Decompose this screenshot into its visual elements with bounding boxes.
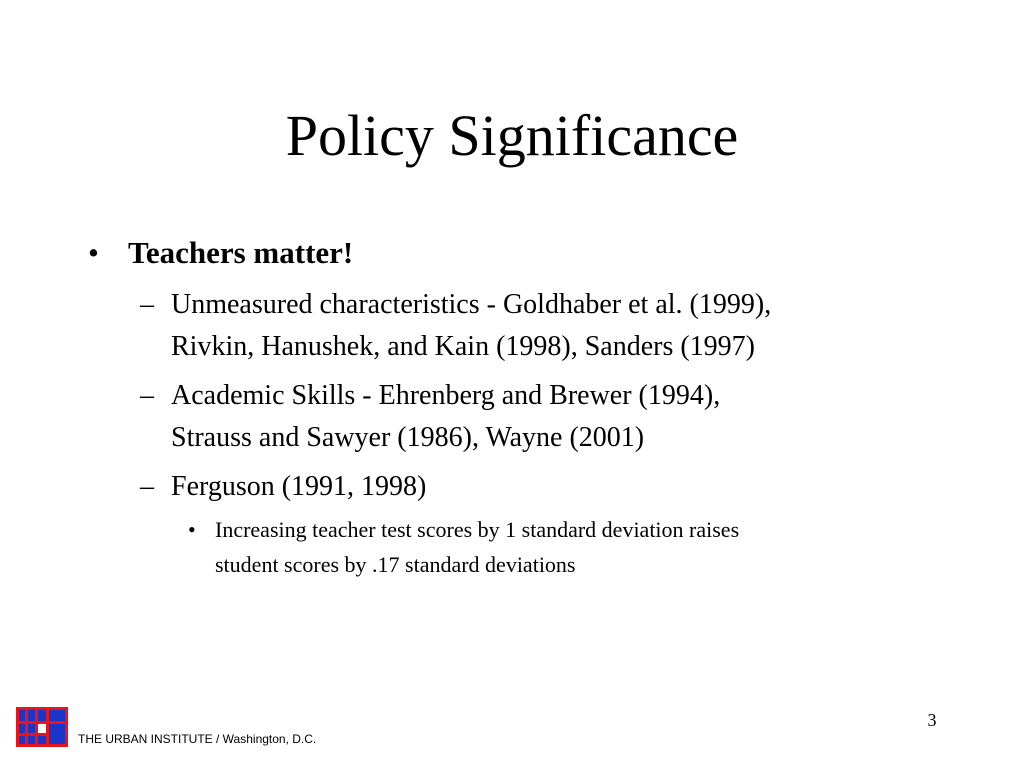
subitem-line: Rivkin, Hanushek, and Kain (1998), Sanders (1997) <box>171 331 756 362</box>
subitem-line: Ferguson (1991, 1998) <box>171 471 427 502</box>
subitem-line: Unmeasured characteristics - Goldhaber et al. (1999), <box>171 289 772 320</box>
subsubitem-line: student scores by .17 standard deviations <box>215 552 576 577</box>
subitem-line: Academic Skills - Ehrenberg and Brewer (1994), <box>171 380 721 411</box>
bullet-marker: • <box>88 235 99 270</box>
bullet-text: Teachers matter! <box>128 235 354 270</box>
subsubitem-line: Increasing teacher test scores by 1 standard deviation raises <box>215 517 740 542</box>
page-number: 3 <box>927 710 937 730</box>
slide-title: Policy Significance <box>285 103 739 168</box>
subitem-text <box>171 375 931 459</box>
bullet-marker: • <box>188 517 196 542</box>
logo-bar <box>35 710 38 744</box>
logo-bar <box>19 733 46 736</box>
urban-institute-logo <box>16 707 68 747</box>
dash-marker: – <box>140 289 154 320</box>
logo-bar <box>25 710 28 744</box>
logo-window <box>38 724 46 733</box>
dash-marker: – <box>140 380 154 411</box>
logo-bar <box>46 710 49 744</box>
footer-organization: THE URBAN INSTITUTE / Washington, D.C. <box>78 732 317 746</box>
subitem-text <box>171 466 931 508</box>
subsubitem-text <box>215 512 915 582</box>
subitem-text <box>171 284 931 368</box>
logo-bar <box>19 721 65 724</box>
subitem-line: Strauss and Sawyer (1986), Wayne (2001) <box>171 422 645 453</box>
dash-marker: – <box>140 471 154 502</box>
